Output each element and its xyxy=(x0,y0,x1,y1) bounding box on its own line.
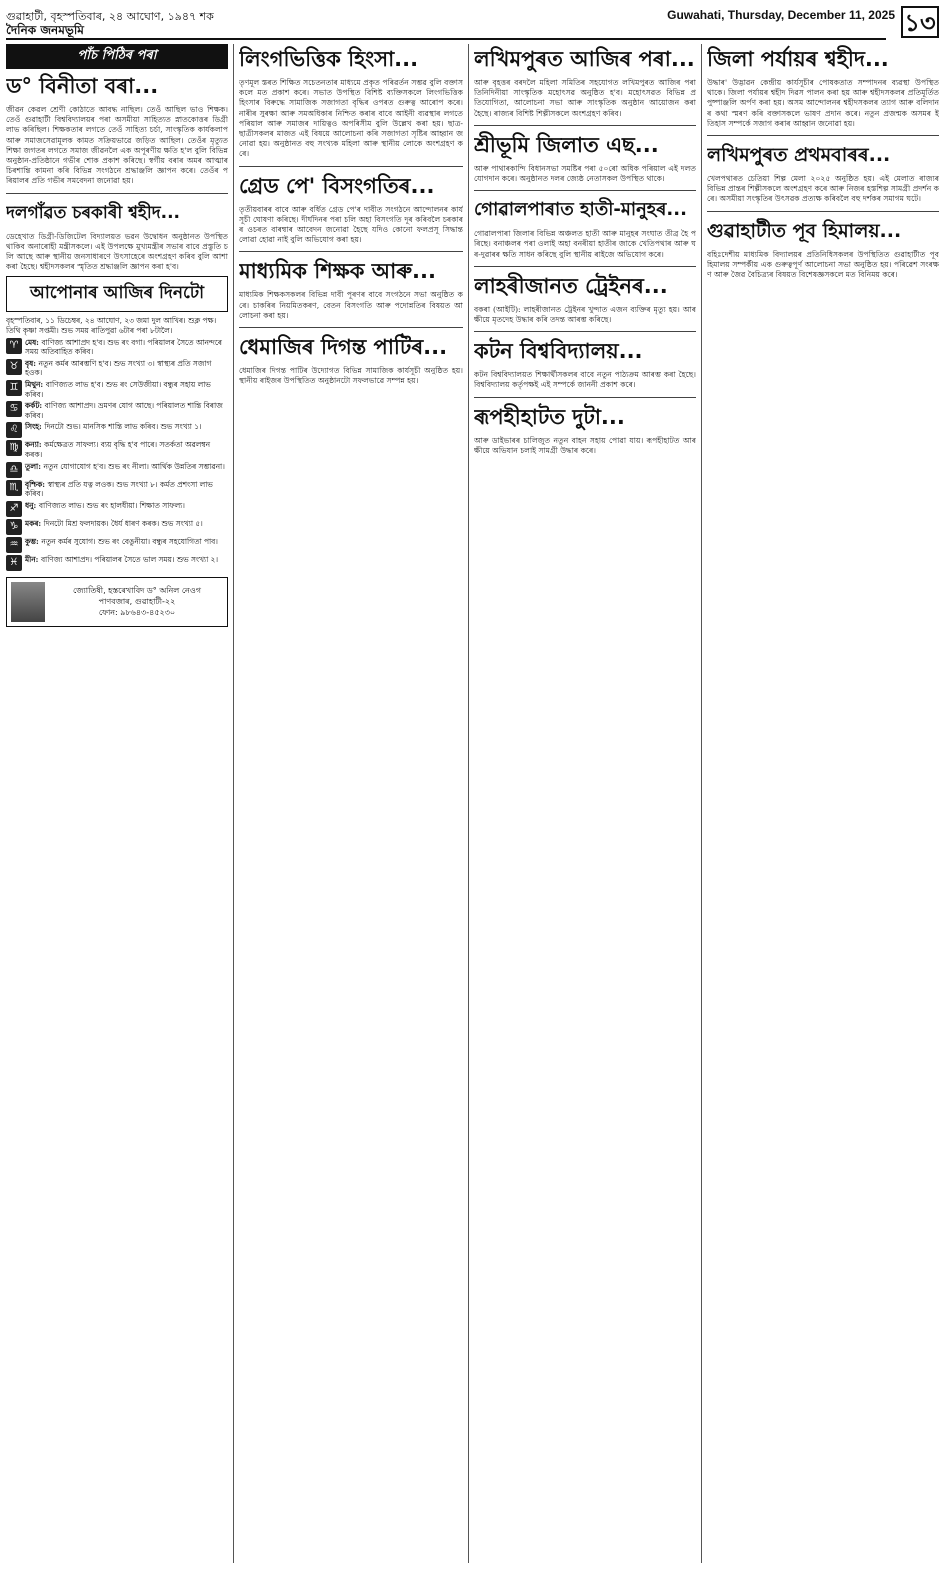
zodiac-sign-name: কুম্ভ: xyxy=(25,536,42,546)
article-body: আৰু পাথাৰকান্দি বিধানসভা সমষ্টিৰ পৰা ৫০ৰো অধিক পৰিয়াল এই দলত যোগদান কৰে। অনুষ্ঠানত দলৰ জ্যেষ্ঠ নেতাসকল উপস্থিত থাকে। xyxy=(474,163,696,184)
divider xyxy=(6,193,228,194)
zodiac-sign-name: ধনু: xyxy=(25,500,39,510)
zodiac-sign-icon: ♏ xyxy=(6,480,22,496)
column-3 xyxy=(474,44,696,1563)
date-line-english: Guwahati, Thursday, December 11, 2025 xyxy=(667,8,895,22)
headline-sribhumi: শ্ৰীভূমি জিলাত এছ... xyxy=(474,132,659,157)
divider xyxy=(239,251,463,252)
column-separator xyxy=(233,44,234,1563)
article-body: উদ্ধাৰ' উদ্ভাৱন কেন্দ্ৰীয় কাৰ্যসূচীৰ পোষকতাত সম্পাদনৰ ব্যৱস্থা উপস্থিত থাকে। জিলা পৰ্যায়ৰ শ্বহীদ দিৱস পালন কৰা হয় আৰু শ্বহীদসকলৰ প্ৰতিমূৰ্তিত পুষ্পাঞ্জলি অৰ্পণ কৰা হয়। অসম আন্দোলনৰ শ্বহীদসকলৰ ত্যাগ আৰু বলিদানৰ কথা স্মৰণ কৰি বক্তাসকলে ভাষণ প্ৰদান কৰে। নতুন প্ৰজন্মক অসমৰ ইতিহাস সম্পৰ্কে সজাগ কৰাৰ আহ্বান জনোৱা হয়। xyxy=(707,78,939,128)
divider xyxy=(474,331,696,332)
article-body: মাধ্যমিক শিক্ষকসকলৰ বিভিন্ন দাবী পূৰণৰ বাবে সংগঠনে সভা অনুষ্ঠিত কৰে। চাকৰিৰ নিয়মিতকৰণ, বেতন বিসংগতি আৰু পদোন্নতিৰ বিষয়ত আলোচনা কৰা হয়। xyxy=(239,290,463,320)
zodiac-text: মিথুন: বাণিজ্যত লাভ হ'ব। শুভ ৰং সেউজীয়া। বন্ধুৰ সহায় লাভ কৰিব। xyxy=(25,380,211,399)
divider xyxy=(474,266,696,267)
headline-lakhimpur-first: লখিমপুৰত প্ৰথমবাৰৰ... xyxy=(707,144,891,167)
headline-dhemaji: ধেমাজিৰ দিগন্ত পাটিৰ... xyxy=(239,335,448,360)
headline-binita-bora: ড° বিনীতা বৰা... xyxy=(6,74,159,98)
zodiac-sign-name: মিথুন: xyxy=(25,380,46,389)
article-body: ডেহেখাত ডিগ্ৰী-ডিজিটেল বিদ্যালয়ত ভৱন উদ্বোধন অনুষ্ঠানত উপস্থিত থাকিব অনাৰোহী মন্ত্ৰীসকলে। এই উপলক্ষে মুখ্যমন্ত্ৰীৰ সভাৰ বাবে প্ৰস্তুতি চলি আছে আৰু স্থানীয় জনসাধাৰণে উৎসাহেৰে অংশগ্ৰহণ কৰিব বুলি আশা কৰা হৈছে। শ্বহীদসকলৰ স্মৃতিত শ্ৰদ্ধাঞ্জলি জ্ঞাপন কৰা হ'ব। xyxy=(6,231,228,272)
headline-lahorijan-train: লাহৰীজানত ট্ৰেইনৰ... xyxy=(474,273,668,298)
masthead-rule xyxy=(6,38,886,40)
article-body: তৃণমূল স্তৰত শিক্ষিত সচেতনতাৰ মাধ্যমে প্ৰকৃত পৰিৱৰ্তন সম্ভৱ বুলি বক্তাসকলে মত প্ৰকাশ কৰে। সভাত উপস্থিত বিশিষ্ট ব্যক্তিসকলে লিংগভিত্তিক হিংসাৰ বিৰুদ্ধে সামাজিক সজাগতা বৃদ্ধিৰ ওপৰত গুৰুত্ব আৰোপ কৰে। নাৰীৰ সুৰক্ষা আৰু সমঅধিকাৰ নিশ্চিত কৰাৰ বাবে আইনী ব্যৱস্থাৰ লগতে পৰিয়াল আৰু সমাজৰ দায়িত্বও অপৰিসীম বুলি উল্লেখ কৰা হয়। ছাত্ৰ-ছাত্ৰীসকলৰ মাজত এই বিষয়ে আলোচনা কৰি সজাগতা সৃষ্টিৰ আহ্বান জনোৱা হয়। অনুষ্ঠানত বহু সংখ্যক মহিলা আৰু স্থানীয় লোকে অংশগ্ৰহণ কৰে। xyxy=(239,78,463,159)
zodiac-sign-icon: ♊ xyxy=(6,380,22,396)
article-body: গোৱালপাৰা জিলাৰ বিভিন্ন অঞ্চলত হাতী আৰু মানুহৰ সংঘাত তীব্ৰ হৈ পৰিছে। বনাঞ্চলৰ পৰা ওলাই অহা বনৰীয়া হাতীৰ জাকে খেতিপথাৰ আৰু ঘৰ-দুৱাৰৰ ক্ষতি সাধন কৰিছে বুলি স্থানীয় ৰাইজে অভিযোগ কৰে। xyxy=(474,229,696,259)
zodiac-text: কন্যা: কৰ্মক্ষেত্ৰত সাফল্য। ব্যয় বৃদ্ধি হ'ব পাৰে। সতৰ্কতা অৱলম্বন কৰক। xyxy=(25,440,211,459)
zodiac-entry xyxy=(6,422,228,438)
zodiac-entry xyxy=(6,480,228,499)
divider xyxy=(474,125,696,126)
zodiac-sign-name: তুলা: xyxy=(25,461,44,471)
column-separator xyxy=(468,44,469,1563)
article-body: আৰু বৃহত্তৰ বৰদলৈ মহিলা সমিতিৰ সহযোগত লখিমপুৰত আজিৰ পৰা তিনিদিনীয়া সাংস্কৃতিক মহোৎসৱ অনুষ্ঠিত হ'ব। মহোৎসৱত বিভিন্ন প্ৰতিযোগিতা, আলোচনা সভা আৰু সাংস্কৃতিক অনুষ্ঠান আয়োজন কৰা হৈছে। ৰাজ্যৰ বিশিষ্ট শিল্পীসকলে অংশগ্ৰহণ কৰিব। xyxy=(474,78,696,118)
headline-dalgaon: দলগাঁৱত চৰকাৰী শ্বহীদ... xyxy=(6,202,181,223)
astrologer-phone: ফোন: ৯৮৬৪৩-৪৫২৩০ xyxy=(98,608,176,618)
zodiac-sign-icon: ♍ xyxy=(6,440,22,456)
zodiac-entry xyxy=(6,462,228,478)
astrologer-address: পাণবজাৰ, গুৱাহাটী-২২ xyxy=(98,597,176,607)
divider xyxy=(474,397,696,398)
zodiac-entry xyxy=(6,359,228,378)
headline-guwahati-himalaya: গুৱাহাটীত পূব হিমালয়... xyxy=(707,219,902,242)
headline-grade-pay: গ্ৰেড পে' বিসংগতিৰ... xyxy=(239,173,435,198)
zodiac-text: মীন: বাণিজ্য আশাপ্ৰদ। পৰিয়ালৰ সৈতে ভাল সময়। শুভ সংখ্যা ২। xyxy=(25,554,219,564)
article-body: জীৱন কেৱল শ্ৰেণী কোঠাতে আবদ্ধ নাছিল। তেওঁ আছিল ভাও শিক্ষক। তেওঁ গুৱাহাটী বিশ্ববিদ্যালয়ৰ পৰা অসমীয়া সাহিত্যত স্নাতকোত্তৰ ডিগ্ৰী লাভ কৰিছিল। শিক্ষকতাৰ লগতে তেওঁ সাহিত্য চৰ্চা, সাংস্কৃতিক কাৰ্যকলাপ আৰু সমাজসেৱামূলক কামত সক্ৰিয়ভাৱে জড়িত আছিল। তেওঁৰ মৃত্যুত শিক্ষা জগতৰ লগতে সমাজ জীৱনলৈ এক অপূৰণীয় ক্ষতি হ'ল বুলি বিভিন্ন অনুষ্ঠান-প্ৰতিষ্ঠানে গভীৰ শোক প্ৰকাশ কৰিছে। স্বৰ্গীয় বৰাৰ অমৰ আত্মাৰ চিৰশান্তি কামনা কৰি বিভিন্ন সংগঠনে শ্ৰদ্ধাঞ্জলি জ্ঞাপন কৰে। তেওঁৰ পৰিয়ালৰ প্ৰতি গভীৰ সমবেদনা জনোৱা হয়। xyxy=(6,105,228,186)
column-2 xyxy=(239,44,463,1563)
zodiac-text: বৃশ্চিক: স্বাস্থ্যৰ প্ৰতি যত্ন লওক। শুভ সংখ্যা ৮। কৰ্মত প্ৰশংসা লাভ কৰিব। xyxy=(25,479,213,499)
article-body: আৰু ডাইভাৰৰ চালিজুত নতুন বাহন সহায় পোৱা যায়। ৰূপহীহাটত আৰক্ষীয়ে অভিযান চলাই সামগ্ৰী উদ্ধাৰ কৰে। xyxy=(474,435,696,455)
masthead xyxy=(6,6,939,38)
zodiac-text: মকৰ: দিনটো মিশ্ৰ ফলদায়ক। ধৈৰ্য ধাৰণ কৰক। শুভ সংখ্যা ৫। xyxy=(25,518,203,528)
zodiac-entry xyxy=(6,338,228,357)
headline-goalpara-elephant: গোৱালপাৰাত হাতী-মানুহৰ... xyxy=(474,199,687,221)
zodiac-entry xyxy=(6,501,228,517)
divider xyxy=(474,190,696,191)
horoscope-intro: বৃহস্পতিবাৰ, ১১ ডিচেম্বৰ, ২৪ আঘোণ, ২৩ জমা দুল আখিৰ। শুক্ল পক্ষ। তিথি কৃষ্ণা সপ্তমী। শুভ সময় ৰাতিপুৱা ৬টাৰ পৰা ৮টালৈ। xyxy=(6,316,217,336)
headline-gender-violence: লিংগভিত্তিক হিংসা... xyxy=(239,47,419,71)
article-body: বহিঃদেশীয় মাধ্যমিক বিদ্যালয়ৰ প্ৰতিনিধিসকলৰ উপস্থিতিত গুৱাহাটীত পূব হিমালয় সম্পৰ্কীয় এক গুৰুত্বপূৰ্ণ আলোচনা সভা অনুষ্ঠিত হয়। পৰিৱেশ সংৰক্ষণ আৰু জৈৱ বৈচিত্ৰ্যৰ বিষয়ত বিশেষজ্ঞসকলে মত বিনিময় কৰে। xyxy=(707,249,939,280)
zodiac-sign-icon: ♉ xyxy=(6,359,22,375)
zodiac-text: সিংহ: দিনটো শুভ। মানসিক শান্তি লাভ কৰিব। শুভ সংখ্যা ১। xyxy=(25,422,202,432)
zodiac-sign-name: মকৰ: xyxy=(25,518,44,528)
headline-cotton-university: কটন বিশ্ববিদ্যালয়... xyxy=(474,339,643,364)
zodiac-sign-name: বৃশ্চিক: xyxy=(25,479,48,489)
zodiac-sign-name: কৰ্কট: xyxy=(25,401,45,411)
astrologer-photo xyxy=(11,582,45,622)
zodiac-sign-icon: ♈ xyxy=(6,338,22,354)
zodiac-text: মেষ: বাণিজ্য আশাপ্ৰদ হ'ব। শুভ ৰং বগা। পৰিয়ালৰ সৈতে আনন্দৰে সময় অতিবাহিত কৰিব। xyxy=(25,337,222,357)
column-1 xyxy=(6,44,228,1563)
zodiac-text: কৰ্কট: বাণিজ্য আশাপ্ৰদ। ভ্ৰমণৰ যোগ আছে। পৰিয়ালত শান্তি বিৰাজ কৰিব। xyxy=(25,401,223,420)
kicker-continued: পাঁচ পিঠিৰ পৰা xyxy=(6,44,228,69)
zodiac-sign-icon: ♒ xyxy=(6,537,22,553)
zodiac-entry xyxy=(6,380,228,399)
paper-name: দৈনিক জনমভূমি xyxy=(6,23,84,37)
astrologer-name: জ্যোতিষী, হস্তৰেখাবিদ ড° অনিল নেওগ xyxy=(73,586,201,596)
column-separator xyxy=(701,44,702,1563)
article-body: ধেমাজিৰ দিগন্ত পাটিৰ উদ্যোগত বিভিন্ন সামাজিক কাৰ্যসূচী অনুষ্ঠিত হয়। স্থানীয় ৰাইজৰ উপস্থিতিত অনুষ্ঠানটো সফলভাৱে সম্পন্ন হয়। xyxy=(239,366,463,386)
article-body: খেলপথাৰত চেতিয়া শিল্প মেলা ২০২৫ অনুষ্ঠিত হয়। এই মেলাত ৰাজ্যৰ বিভিন্ন প্ৰান্তৰ শিল্পীসকলে অংশগ্ৰহণ কৰে আৰু নিজৰ হস্তশিল্প সামগ্ৰী প্ৰদৰ্শন কৰে। অসমীয়া সংস্কৃতিৰ উৎসৱক প্ৰত্যক্ষ কৰিবলৈ বহু দৰ্শকৰ সমাগম ঘটে। xyxy=(707,174,939,204)
date-line-assamese: গুৱাহাটী, বৃহস্পতিবাৰ, ২৪ আঘোণ, ১৯৪৭ শক xyxy=(6,10,214,23)
horoscope-title: আপোনাৰ আজিৰ দিনটো xyxy=(6,276,228,312)
article-body: কটন বিশ্ববিদ্যালয়ত শিক্ষাৰ্থীসকলৰ বাবে নতুন পাঠ্যক্ৰম আৰম্ভ কৰা হৈছে। বিশ্ববিদ্যালয় কৰ্তৃপক্ষই এই সম্পৰ্কে জাননী প্ৰকাশ কৰে। xyxy=(474,370,696,390)
zodiac-sign-name: কন্যা: xyxy=(25,440,45,450)
zodiac-entry xyxy=(6,555,228,571)
column-4 xyxy=(707,44,939,1563)
article-body: তৃতীয়বাৰৰ বাবে আৰু বৰ্ধিত গ্ৰেড পে'ৰ দাবীত সংগঠনে আন্দোলনৰ কাৰ্যসূচী ঘোষণা কৰিছে। দীৰ্ঘদিনৰ পৰা চলি অহা বিসংগতি দূৰ কৰিবলৈ চৰকাৰৰ ওচৰত বাৰম্বাৰ আবেদন জনোৱা হৈছে যদিও কোনো ফলপ্ৰসূ সিদ্ধান্ত লোৱা হোৱা নাই বুলি অভিযোগ কৰা হয়। xyxy=(239,204,463,245)
zodiac-text: বৃষ: নতুন কৰ্মৰ আৰম্ভণি হ'ব। শুভ সংখ্যা ৩। স্বাস্থ্যৰ প্ৰতি সজাগ হওক। xyxy=(25,358,212,378)
zodiac-sign-name: মেষ: xyxy=(25,337,42,347)
zodiac-entry xyxy=(6,519,228,535)
divider xyxy=(707,135,939,136)
zodiac-text: কুম্ভ: নতুন কৰ্মৰ সুযোগ। শুভ ৰং বেঙুনীয়া। বন্ধুৰ সহযোগিতা পাব। xyxy=(25,536,218,546)
zodiac-sign-name: বৃষ: xyxy=(25,358,39,368)
zodiac-list xyxy=(6,338,228,571)
zodiac-sign-icon: ♋ xyxy=(6,401,22,417)
zodiac-sign-icon: ♓ xyxy=(6,555,22,571)
zodiac-sign-icon: ♑ xyxy=(6,519,22,535)
headline-rupohihat: ৰূপহীহাটত দুটা... xyxy=(474,404,625,429)
zodiac-text: ধনু: বাণিজ্যত লাভ। শুভ ৰং হালধীয়া। শিক্ষাত সাফল্য। xyxy=(25,500,185,510)
article-body: বকৰা (আইটি): লাহৰীজানত ট্ৰেইনৰ খুন্দাত এজন ব্যক্তিৰ মৃত্যু হয়। আৰক্ষীয়ে মৃতদেহ উদ্ধাৰ কৰি তদন্ত আৰম্ভ কৰিছে। xyxy=(474,304,696,325)
headline-district-martyr: জিলা পৰ্যায়ৰ শ্বহীদ... xyxy=(707,47,889,71)
zodiac-entry xyxy=(6,537,228,553)
divider xyxy=(707,211,939,212)
headline-secondary-teacher: মাধ্যমিক শিক্ষক আৰু... xyxy=(239,259,436,284)
page-number: ১৩ xyxy=(901,6,939,38)
zodiac-sign-name: সিংহ: xyxy=(25,422,45,432)
divider xyxy=(239,166,463,167)
divider xyxy=(239,327,463,328)
zodiac-entry xyxy=(6,401,228,420)
zodiac-sign-name: মীন: xyxy=(25,554,41,564)
zodiac-entry xyxy=(6,440,228,459)
headline-lakhimpur-today: লখিমপুৰত আজিৰ পৰা... xyxy=(474,47,695,71)
astrologer-box xyxy=(6,577,228,627)
zodiac-text: তুলা: নতুন যোগাযোগ হ'ব। শুভ ৰং নীলা। আৰ্থিক উন্নতিৰ সম্ভাৱনা। xyxy=(25,461,225,471)
zodiac-sign-icon: ♎ xyxy=(6,462,22,478)
zodiac-sign-icon: ♐ xyxy=(6,501,22,517)
zodiac-sign-icon: ♌ xyxy=(6,422,22,438)
